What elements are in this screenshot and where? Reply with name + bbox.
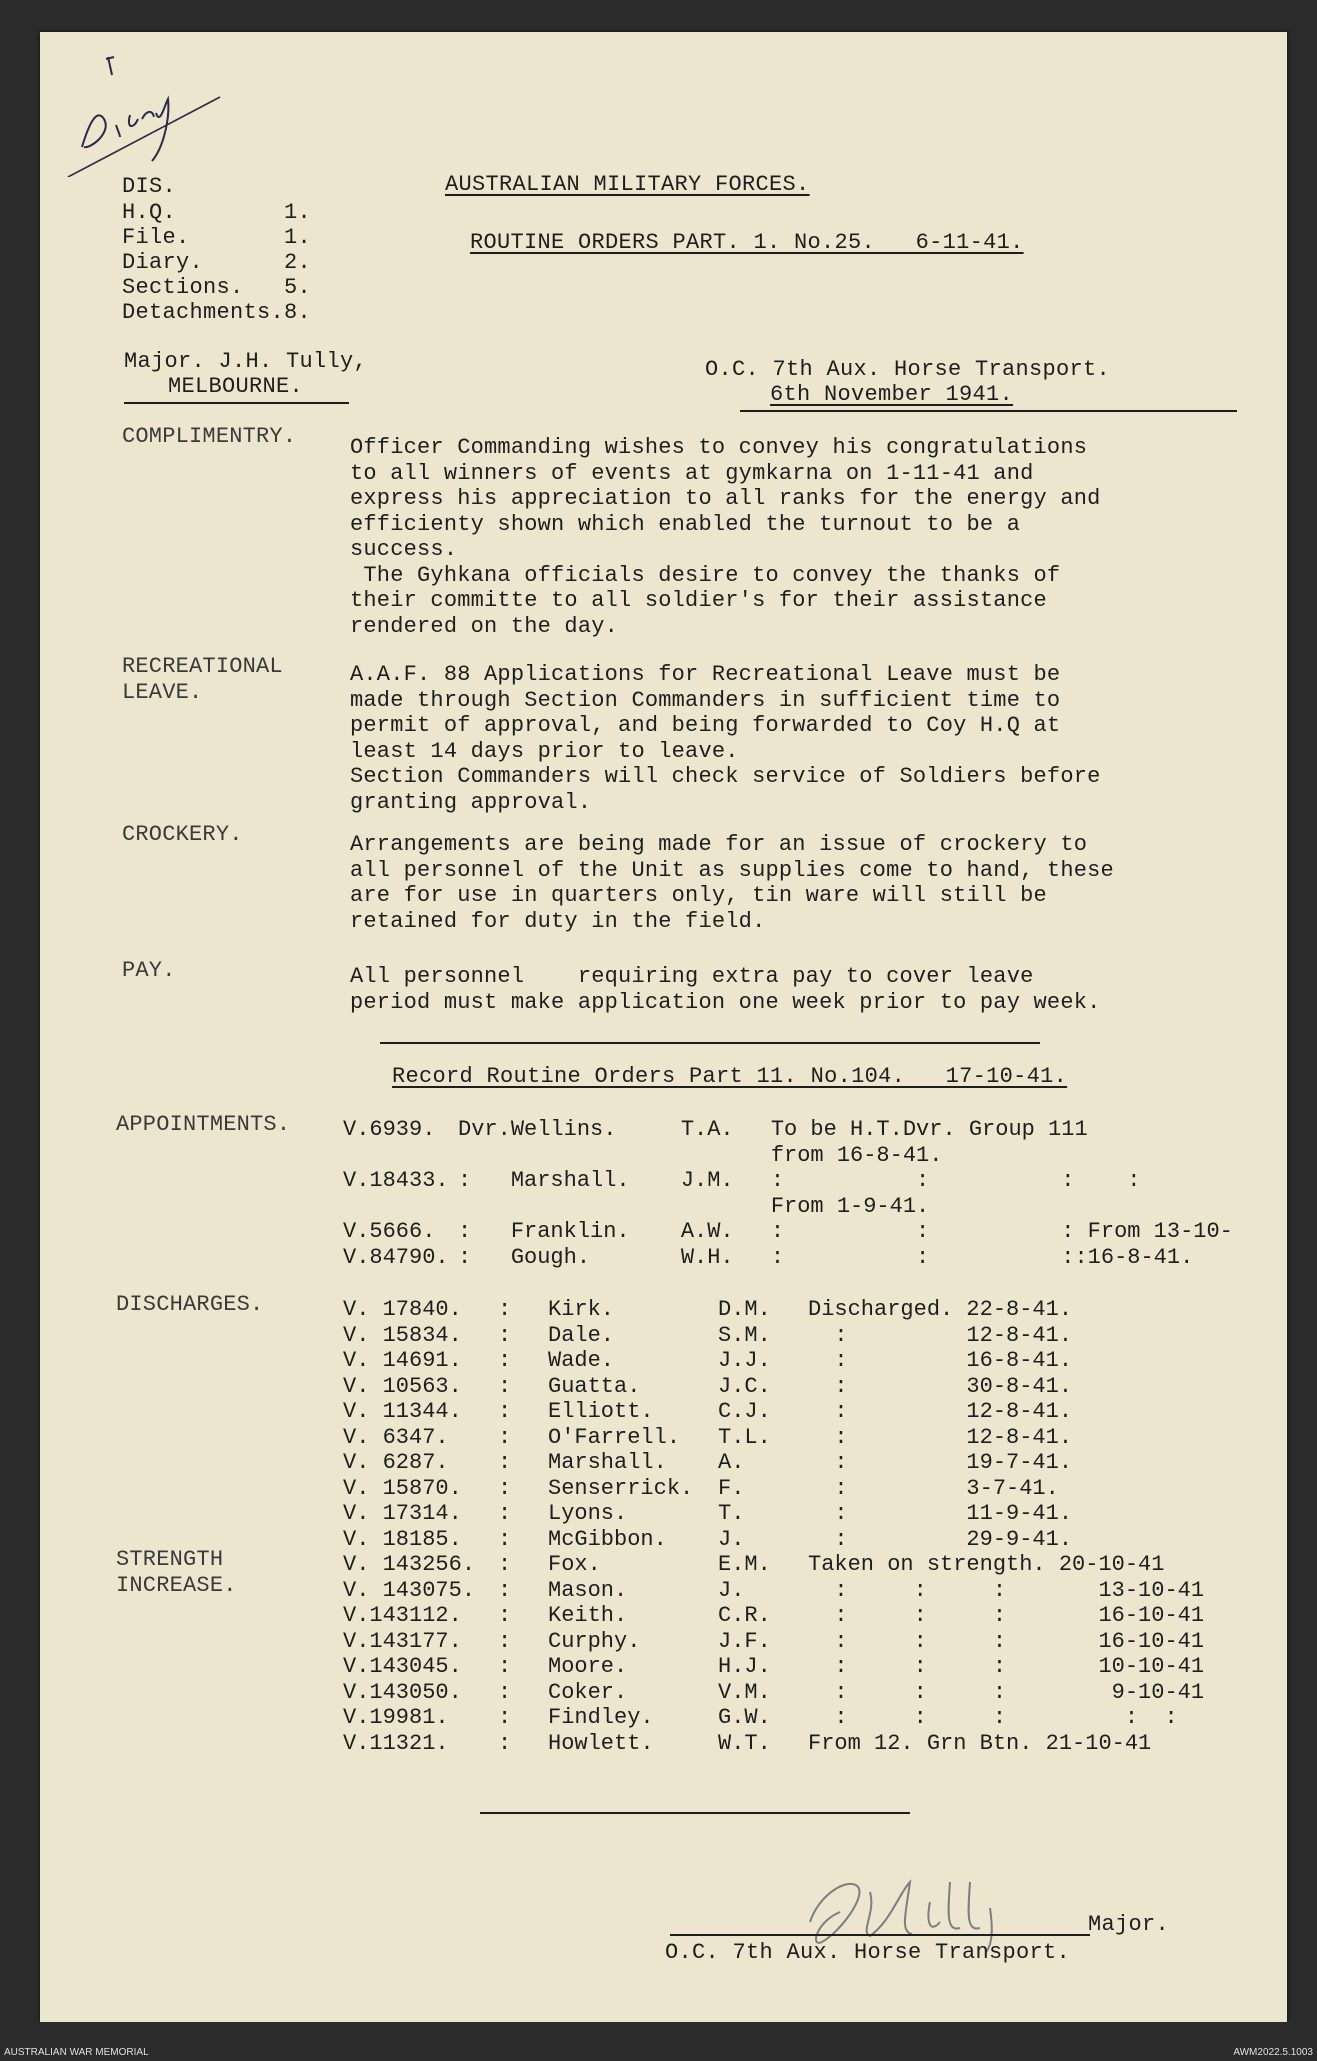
- section-label-complimentry: COMPLIMENTRY.: [122, 424, 297, 449]
- table-row: V. 10563. : Guatta. J.C. : 30-8-41.: [343, 1373, 1073, 1399]
- table-row: V. 6347. : O'Farrell. T.L. : 12-8-41.: [343, 1424, 1073, 1450]
- section-text-complimentry: Officer Commanding wishes to convey his congratulations to all winners of events at gymkarna on 1-11-41 and express his appreciation to all ranks for the energy and efficienty shown which enabled the turnout to be a success. The Gyhkana officials desire to convey the thanks of their committe to all soldier's for their assistance rendered on the day.: [350, 435, 1101, 639]
- routine-orders-heading: ROUTINE ORDERS PART. 1. No.25. 6-11-41.: [470, 230, 1024, 255]
- table-row: V. 143075. : Mason. J. : : : 13-10-41: [343, 1577, 1205, 1603]
- section-label-pay: PAY.: [122, 958, 176, 983]
- table-row: From 1-9-41.: [770, 1193, 930, 1219]
- archive-footer-left: AUSTRALIAN WAR MEMORIAL: [4, 2047, 149, 2058]
- table-row: V.11321. : Howlett. W.T. From 12. Grn Btn. 21-10-41: [343, 1730, 1152, 1756]
- table-row: V.143112. : Keith. C.R. : : : 16-10-41: [343, 1603, 1205, 1628]
- document-title: AUSTRALIAN MILITARY FORCES.: [445, 172, 810, 197]
- distribution-diary: Diary. 2.: [122, 250, 312, 275]
- table-row: V.84790. : Gough. W.H. : : ::16-8-41.: [343, 1244, 1194, 1270]
- distribution-hq: H.Q. 1.: [122, 200, 312, 225]
- table-row: V.143177. : Curphy. J.F. : : : 16-10-41: [343, 1628, 1205, 1654]
- appointments-label: APPOINTMENTS.: [116, 1112, 291, 1137]
- handwritten-diary-note: [60, 37, 230, 177]
- distribution-heading: DIS.: [122, 174, 177, 199]
- closing-divider: [480, 1812, 910, 1814]
- section-text-recreational-leave: A.A.F. 88 Applications for Recreational Leave must be made through Section Commanders in sufficient time to permit of approval, and being forwarded to Coy H.Q at least 14 days prior to leave. Section Commanders will check service of Soldiers before granting approval.: [350, 662, 1101, 815]
- table-row: from 16-8-41.: [770, 1142, 943, 1168]
- table-row: V.18433. : Marshall. J.M. : : : :: [343, 1168, 1141, 1193]
- table-row: V.6939. Dvr. Wellins. T.A. To be H.T.Dvr. Group 111: [343, 1117, 1088, 1142]
- sender-date: 6th November 1941.: [770, 382, 1014, 407]
- table-row: V. 18185. : McGibbon. J. : 29-9-41.: [343, 1526, 1073, 1552]
- part2-heading: Record Routine Orders Part 11. No.104. 17-10-41.: [392, 1064, 1068, 1089]
- distribution-detachments: Detachments.8.: [122, 300, 312, 325]
- table-row: V. 143256. : Fox. E.M. Taken on strength. 20-10-41: [343, 1552, 1165, 1577]
- table-row: V. 17314. : Lyons. T. : 11-9-41.: [343, 1501, 1073, 1526]
- addressee-location: MELBOURNE.: [168, 374, 304, 399]
- section-text-crockery: Arrangements are being made for an issue of crockery to all personnel of the Unit as supplies come to hand, these are for use in quarters only, tin ware will still be retained for duty in the field.: [350, 832, 1114, 934]
- table-row: V. 15870. : Senserrick. F. : 3-7-41.: [343, 1475, 1059, 1501]
- appointments-table: [343, 1117, 1233, 1270]
- discharges-table: [343, 1297, 1072, 1552]
- header-rule: [740, 410, 1237, 412]
- table-row: V.5666. : Franklin. A.W. : : : From 13-10-: [343, 1219, 1233, 1244]
- archive-footer: [0, 2022, 1317, 2061]
- section-label-crockery: CROCKERY.: [122, 822, 243, 847]
- table-row: V. 6287. : Marshall. A. : 19-7-41.: [343, 1450, 1073, 1475]
- document-page: [40, 32, 1287, 2022]
- strength-increase-table: [343, 1552, 1204, 1756]
- section-label-recreational-leave: RECREATIONAL LEAVE.: [122, 654, 283, 705]
- table-row: V. 14691. : Wade. J.J. : 16-8-41.: [343, 1348, 1073, 1373]
- signatory-position: O.C. 7th Aux. Horse Transport.: [665, 1940, 1071, 1965]
- signature-line: [670, 1934, 1090, 1936]
- table-row: V.143050. : Coker. V.M. : : : 9-10-41: [343, 1679, 1205, 1705]
- signatory-rank: Major.: [1088, 1912, 1170, 1937]
- table-row: V. 11344. : Elliott. C.J. : 12-8-41.: [343, 1399, 1073, 1424]
- section-text-pay: All personnel requiring extra pay to cover leave period must make application one week prior to pay week.: [350, 964, 1101, 1015]
- distribution-sections: Sections. 5.: [122, 275, 312, 300]
- table-row: V. 17840. : Kirk. D.M. Discharged. 22-8-41.: [343, 1297, 1073, 1322]
- table-row: V.19981. : Findley. G.W. : : : : :: [343, 1705, 1178, 1730]
- table-row: V. 15834. : Dale. S.M. : 12-8-41.: [343, 1322, 1073, 1348]
- addressee-underline: [124, 402, 349, 404]
- addressee-name: Major. J.H. Tully,: [124, 349, 368, 374]
- section-divider: [380, 1042, 1040, 1044]
- archive-footer-right: AWM2022.5.1003: [1233, 2047, 1313, 2058]
- table-row: V.143045. : Moore. H.J. : : : 10-10-41: [343, 1654, 1205, 1679]
- distribution-file: File. 1.: [122, 225, 312, 250]
- discharges-label: DISCHARGES.: [116, 1292, 264, 1317]
- sender-unit: O.C. 7th Aux. Horse Transport.: [705, 357, 1111, 382]
- strength-increase-label: STRENGTH INCREASE.: [116, 1547, 237, 1598]
